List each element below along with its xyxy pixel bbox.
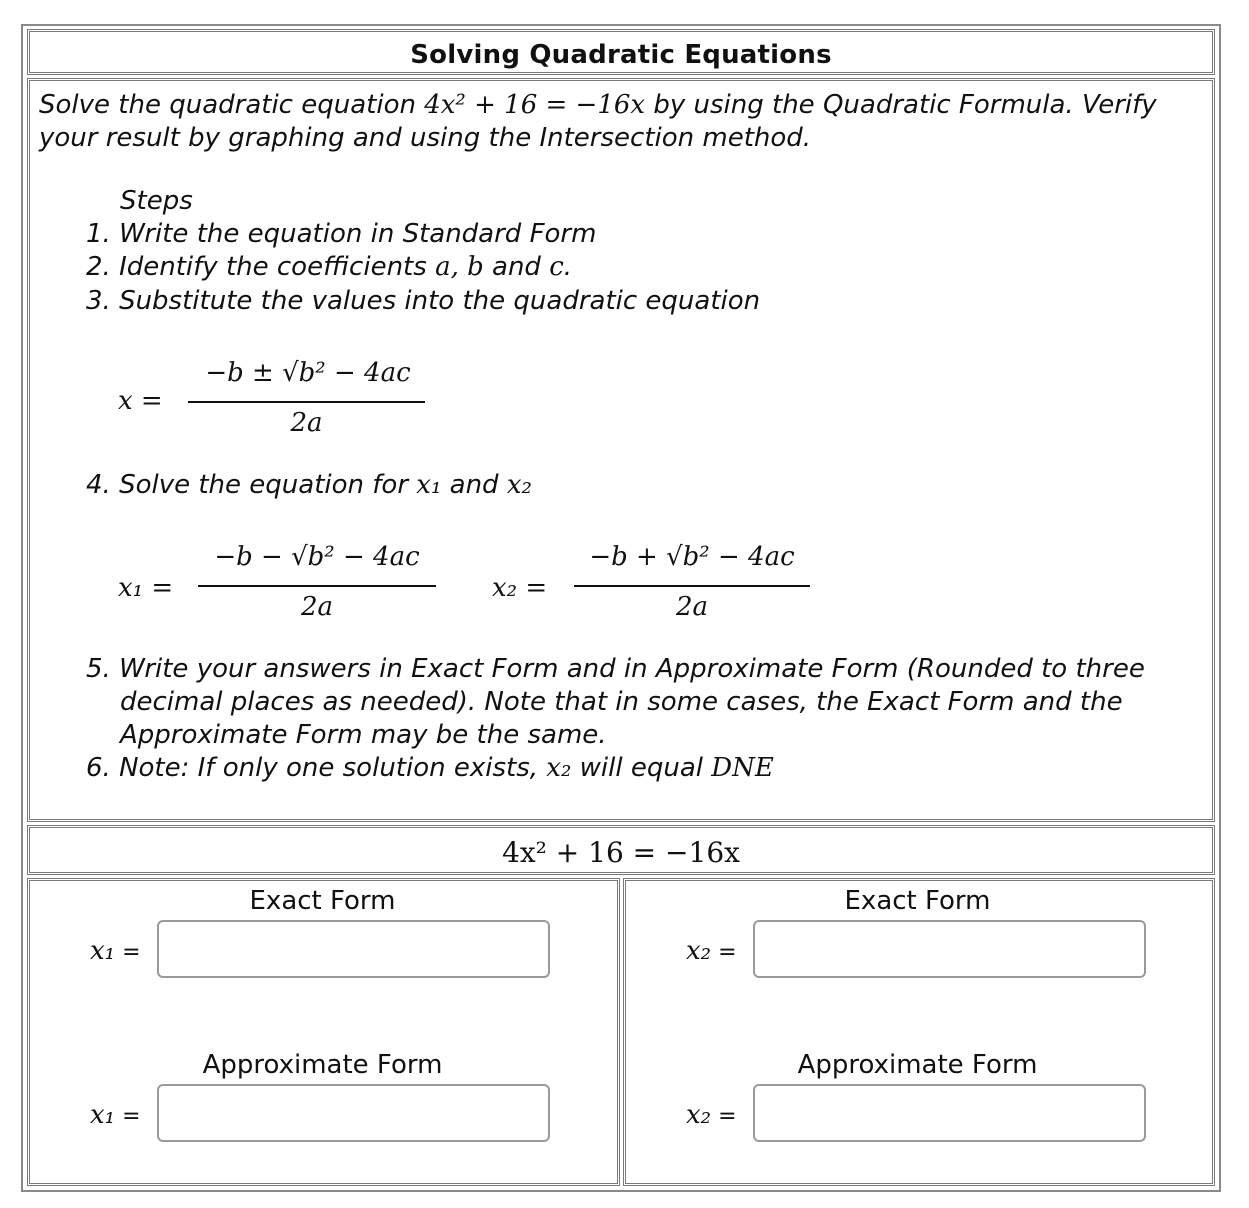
x1-exact-input[interactable] — [157, 920, 550, 978]
intro-text-end: by using the Quadratic Formula. Verify — [645, 90, 1157, 120]
step-3: 3. Substitute the values into the quadratic equation — [86, 286, 761, 316]
step-2-text: 2. Identify the coefficients — [86, 252, 436, 282]
step-2-vars: a, b — [435, 252, 484, 282]
step-5-line-1: 5. Write your answers in Exact Form and in Approximate Form (Rounded to three — [86, 654, 1145, 684]
intro-text: Solve the quadratic equation — [39, 90, 425, 120]
step-5-line-3: Approximate Form may be the same. — [120, 720, 607, 750]
x1-approx-input[interactable] — [157, 1084, 550, 1142]
x2-approx-var: x₂ — [686, 1100, 712, 1130]
step-2-end: . — [563, 252, 573, 282]
step-2-and: and — [483, 252, 550, 282]
x1-formula-denominator: 2a — [300, 592, 334, 622]
page-title: Solving Quadratic Equations — [410, 40, 832, 70]
step-4-x1: x₁ — [416, 470, 442, 500]
step-2 — [86, 252, 572, 282]
intro-line-1 — [39, 90, 1157, 120]
step-2-c: c — [549, 252, 564, 282]
step-6-dne: DNE — [711, 753, 774, 783]
step-4-x2: x₂ — [506, 470, 532, 500]
x2-approx-input[interactable] — [753, 1084, 1146, 1142]
x2-exact-var: x₂ — [686, 936, 712, 966]
step-6-text: 6. Note: If only one solution exists, — [86, 753, 547, 783]
formula-lhs: x = — [118, 386, 163, 416]
steps-heading: Steps — [120, 186, 193, 216]
x2-fraction-bar — [574, 585, 810, 587]
formula-denominator: 2a — [290, 408, 323, 438]
step-4 — [86, 470, 532, 500]
step-5-line-2: decimal places as needed). Note that in some cases, the Exact Form and the — [120, 687, 1123, 717]
x1-exact-var: x₁ — [90, 936, 116, 966]
step-6 — [86, 753, 774, 783]
formula-fraction-bar — [188, 401, 425, 403]
intro-line-2: your result by graphing and using the Intersection method. — [39, 123, 812, 153]
x2-formula-numerator: −b + √b² − 4ac — [589, 542, 795, 572]
x2-exact-eq: = — [718, 940, 737, 965]
x1-formula-lhs: x₁ = — [118, 573, 174, 603]
x2-exact-heading: Exact Form — [844, 886, 991, 916]
step-4-and: and — [441, 470, 507, 500]
formula-numerator: −b ± √b² − 4ac — [205, 358, 411, 388]
x2-exact-input[interactable] — [753, 920, 1146, 978]
x2-formula-denominator: 2a — [675, 592, 709, 622]
step-6-mid: will equal — [571, 753, 712, 783]
x1-approx-var: x₁ — [90, 1100, 116, 1130]
x1-exact-eq: = — [122, 940, 141, 965]
x1-approx-eq: = — [122, 1104, 141, 1129]
x2-approx-eq: = — [718, 1104, 737, 1129]
step-6-x2: x₂ — [546, 753, 572, 783]
x1-formula-numerator: −b − √b² − 4ac — [214, 542, 420, 572]
x1-approx-heading: Approximate Form — [202, 1050, 443, 1080]
x2-approx-label — [686, 1100, 737, 1130]
x1-exact-heading: Exact Form — [249, 886, 396, 916]
x2-approx-heading: Approximate Form — [797, 1050, 1038, 1080]
x2-exact-label — [686, 936, 737, 966]
intro-equation: 4x² + 16 = −16x — [424, 90, 646, 120]
title-bar — [27, 29, 1215, 75]
x1-fraction-bar — [198, 585, 436, 587]
x1-approx-label — [90, 1100, 141, 1130]
equation-bar — [27, 825, 1215, 875]
x2-formula-lhs: x₂ = — [492, 573, 548, 603]
x1-exact-label — [90, 936, 141, 966]
step-4-text: 4. Solve the equation for — [86, 470, 417, 500]
step-1: 1. Write the equation in Standard Form — [86, 219, 597, 249]
equation-text: 4x² + 16 = −16x — [502, 836, 740, 869]
